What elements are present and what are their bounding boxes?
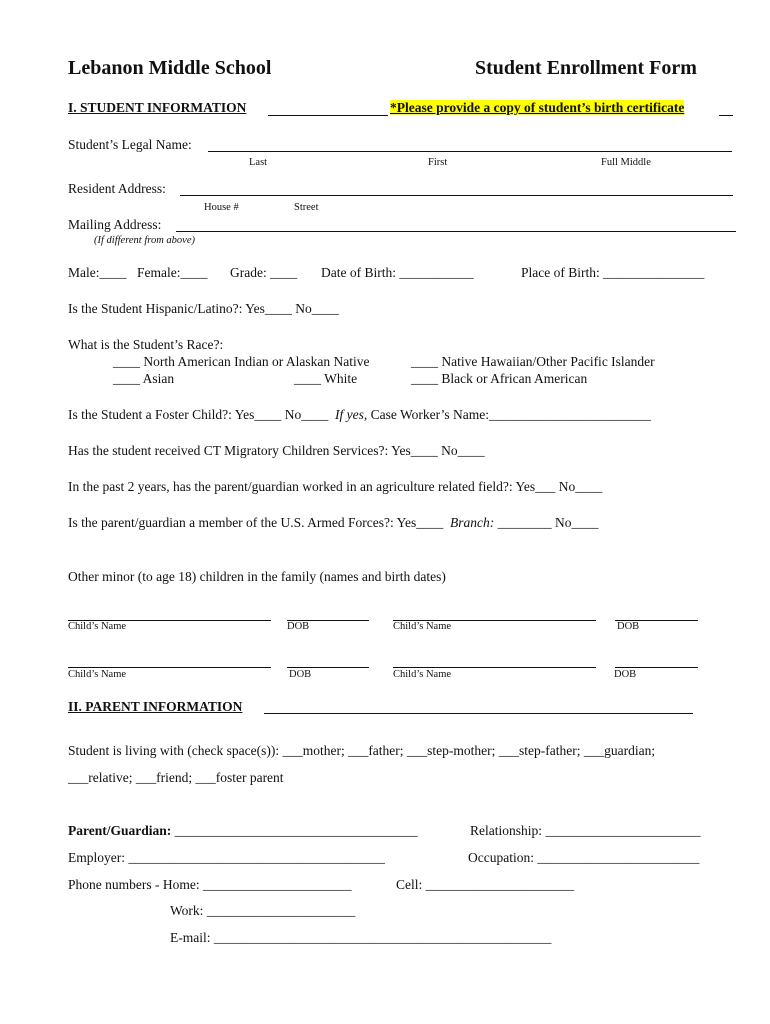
place-of-birth-field[interactable]: Place of Birth: _______________ (521, 265, 705, 280)
phone-work-field[interactable]: Work: ______________________ (170, 903, 356, 918)
foster-child-question[interactable]: Is the Student a Foster Child?: Yes____ No____ If yes, Case Worker’s Name:________________________ (68, 407, 652, 422)
dob-caption: DOB (289, 669, 312, 680)
resident-address-label: Resident Address: (68, 181, 166, 196)
mailing-address-note: (If different from above) (94, 235, 195, 246)
middle-name-caption: Full Middle (601, 157, 651, 168)
phone-home-field[interactable]: Phone numbers - Home: ______________________ (68, 877, 352, 892)
child-dob-field-3[interactable] (287, 667, 369, 668)
legal-name-label: Student’s Legal Name: (68, 137, 192, 152)
dob-caption: DOB (614, 669, 637, 680)
resident-address-field[interactable] (180, 195, 733, 196)
dob-caption: DOB (287, 621, 310, 632)
section-2-underline (264, 713, 693, 714)
relationship-field[interactable]: Relationship: _______________________ (470, 823, 701, 838)
child-name-caption: Child’s Name (68, 669, 127, 680)
migratory-services-question[interactable]: Has the student received CT Migratory Children Services?: Yes____ No____ (68, 443, 485, 458)
race-option-pacific-islander[interactable]: ____ Native Hawaiian/Other Pacific Islander (411, 354, 655, 369)
child-name-field-3[interactable] (68, 667, 271, 668)
birth-certificate-note: *Please provide a copy of student’s birth certificate (390, 100, 685, 115)
race-option-asian[interactable]: ____ Asian (113, 371, 175, 386)
hispanic-question[interactable]: Is the Student Hispanic/Latino?: Yes____ No____ (68, 301, 339, 316)
dob-caption: DOB (617, 621, 640, 632)
heading-underline (268, 115, 388, 116)
child-dob-field-4[interactable] (615, 667, 698, 668)
last-name-caption: Last (249, 157, 268, 168)
female-field[interactable]: Female:____ (137, 265, 208, 280)
section-2-heading: II. PARENT INFORMATION (68, 699, 243, 714)
child-name-caption: Child’s Name (393, 669, 452, 680)
street-caption: Street (294, 202, 319, 213)
agriculture-question[interactable]: In the past 2 years, has the parent/guardian worked in an agriculture related field?: Yes___ No____ (68, 479, 603, 494)
other-minors-label: Other minor (to age 18) children in the family (names and birth dates) (68, 569, 446, 584)
legal-name-field[interactable] (208, 151, 732, 152)
race-option-black[interactable]: ____ Black or African American (411, 371, 588, 386)
grade-field[interactable]: Grade: ____ (230, 265, 298, 280)
first-name-caption: First (428, 157, 448, 168)
house-number-caption: House # (204, 202, 239, 213)
form-title: Student Enrollment Form (475, 57, 697, 79)
employer-field[interactable]: Employer: ______________________________________ (68, 850, 385, 865)
mailing-address-label: Mailing Address: (68, 217, 162, 232)
armed-forces-question[interactable]: Is the parent/guardian a member of the U.S. Armed Forces?: Yes____ Branch: ________ No____ (68, 515, 599, 530)
race-option-white[interactable]: ____ White (294, 371, 358, 386)
note-underline (719, 115, 733, 116)
living-with-line-2[interactable]: ___relative; ___friend; ___foster parent (68, 770, 284, 785)
section-1-heading: I. STUDENT INFORMATION (68, 100, 247, 115)
male-field[interactable]: Male:____ (68, 265, 127, 280)
child-name-caption: Child’s Name (393, 621, 452, 632)
parent-guardian-field[interactable]: Parent/Guardian: ____________________________________ (68, 823, 418, 838)
phone-cell-field[interactable]: Cell: ______________________ (396, 877, 575, 892)
race-option-native-american[interactable]: ____ North American Indian or Alaskan Native (113, 354, 370, 369)
child-name-caption: Child’s Name (68, 621, 127, 632)
occupation-field[interactable]: Occupation: ________________________ (468, 850, 700, 865)
child-name-field-4[interactable] (393, 667, 596, 668)
email-field[interactable]: E-mail: __________________________________________________ (170, 930, 552, 945)
living-with-line-1[interactable]: Student is living with (check space(s)): ___mother; ___father; ___step-mother; ___step-father; ___guardian; (68, 743, 656, 758)
race-question: What is the Student’s Race?: (68, 337, 224, 352)
school-name: Lebanon Middle School (68, 57, 272, 79)
mailing-address-field[interactable] (176, 231, 736, 232)
date-of-birth-field[interactable]: Date of Birth: ___________ (321, 265, 474, 280)
